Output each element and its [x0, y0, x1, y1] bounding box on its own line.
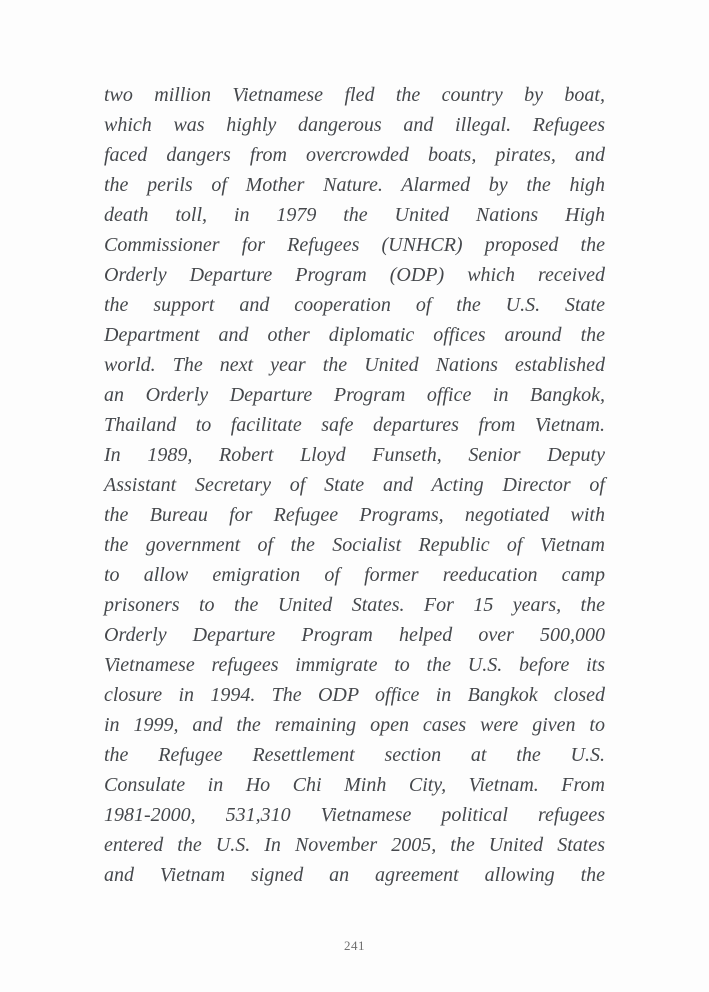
page-number: 241 [344, 938, 365, 953]
text-line: Assistant Secretary of State and Acting Director of [104, 474, 605, 496]
text-line: the perils of Mother Nature. Alarmed by the high [104, 174, 605, 196]
text-line: Department and other diplomatic offices around the [104, 324, 605, 346]
text-line: in 1999, and the remaining open cases were given to [104, 714, 605, 736]
text-line: which was highly dangerous and illegal. Refugees [104, 114, 605, 136]
text-line: the Bureau for Refugee Programs, negotiated with [104, 504, 605, 526]
text-line: Commissioner for Refugees (UNHCR) proposed the [104, 234, 605, 256]
text-line: two million Vietnamese fled the country by boat, [104, 84, 605, 106]
text-line: In 1989, Robert Lloyd Funseth, Senior Deputy [104, 444, 605, 466]
text-line: an Orderly Departure Program office in Bangkok, [104, 384, 605, 406]
text-line: faced dangers from overcrowded boats, pirates, and [104, 144, 605, 166]
text-line: closure in 1994. The ODP office in Bangkok closed [104, 684, 605, 706]
text-line: Consulate in Ho Chi Minh City, Vietnam. From [104, 774, 605, 796]
text-line: the support and cooperation of the U.S. State [104, 294, 605, 316]
text-line: the government of the Socialist Republic of Vietnam [104, 534, 605, 556]
text-line: Orderly Departure Program (ODP) which received [104, 264, 605, 286]
text-line: Orderly Departure Program helped over 500,000 [104, 624, 605, 646]
text-line: and Vietnam signed an agreement allowing the [104, 864, 605, 886]
text-line: 1981-2000, 531,310 Vietnamese political refugees [104, 804, 605, 826]
text-line: world. The next year the United Nations established [104, 354, 605, 376]
text-line: Thailand to facilitate safe departures from Vietnam. [104, 414, 605, 436]
text-line: Vietnamese refugees immigrate to the U.S. before its [104, 654, 605, 676]
text-line: entered the U.S. In November 2005, the United States [104, 834, 605, 856]
text-line: prisoners to the United States. For 15 years, the [104, 594, 605, 616]
text-line: death toll, in 1979 the United Nations High [104, 204, 605, 226]
body-text [104, 80, 605, 890]
text-line: to allow emigration of former reeducation camp [104, 564, 605, 586]
text-line: the Refugee Resettlement section at the U.S. [104, 744, 605, 766]
